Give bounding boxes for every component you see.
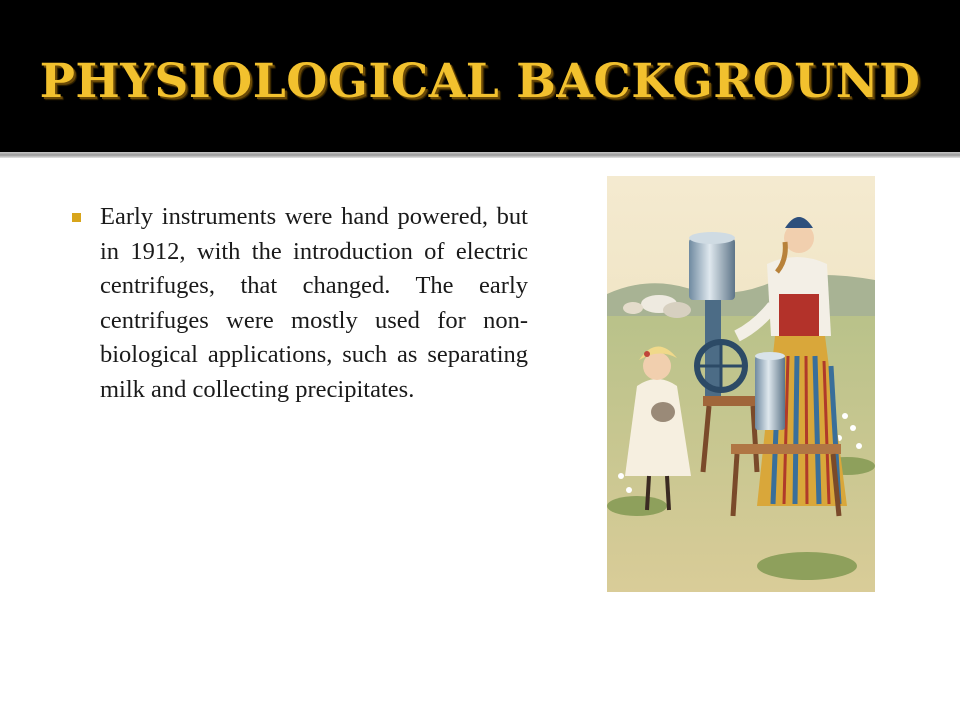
bullet-square-icon (72, 213, 81, 222)
slide-body (72, 200, 528, 408)
cream-separator-illustration (607, 176, 875, 592)
title-bar (0, 0, 960, 152)
slide-title: PHYSIOLOGICAL BACKGROUND (39, 54, 921, 109)
bullet-item (72, 200, 528, 408)
title-divider (0, 152, 960, 158)
bullet-text: Early instruments were hand powered, but in 1912, with the introduction of electric centrifuges, that changed. The early centrifuges were mostly used for non-biological applications, such as separating milk and collecting precipitates. (100, 203, 528, 403)
